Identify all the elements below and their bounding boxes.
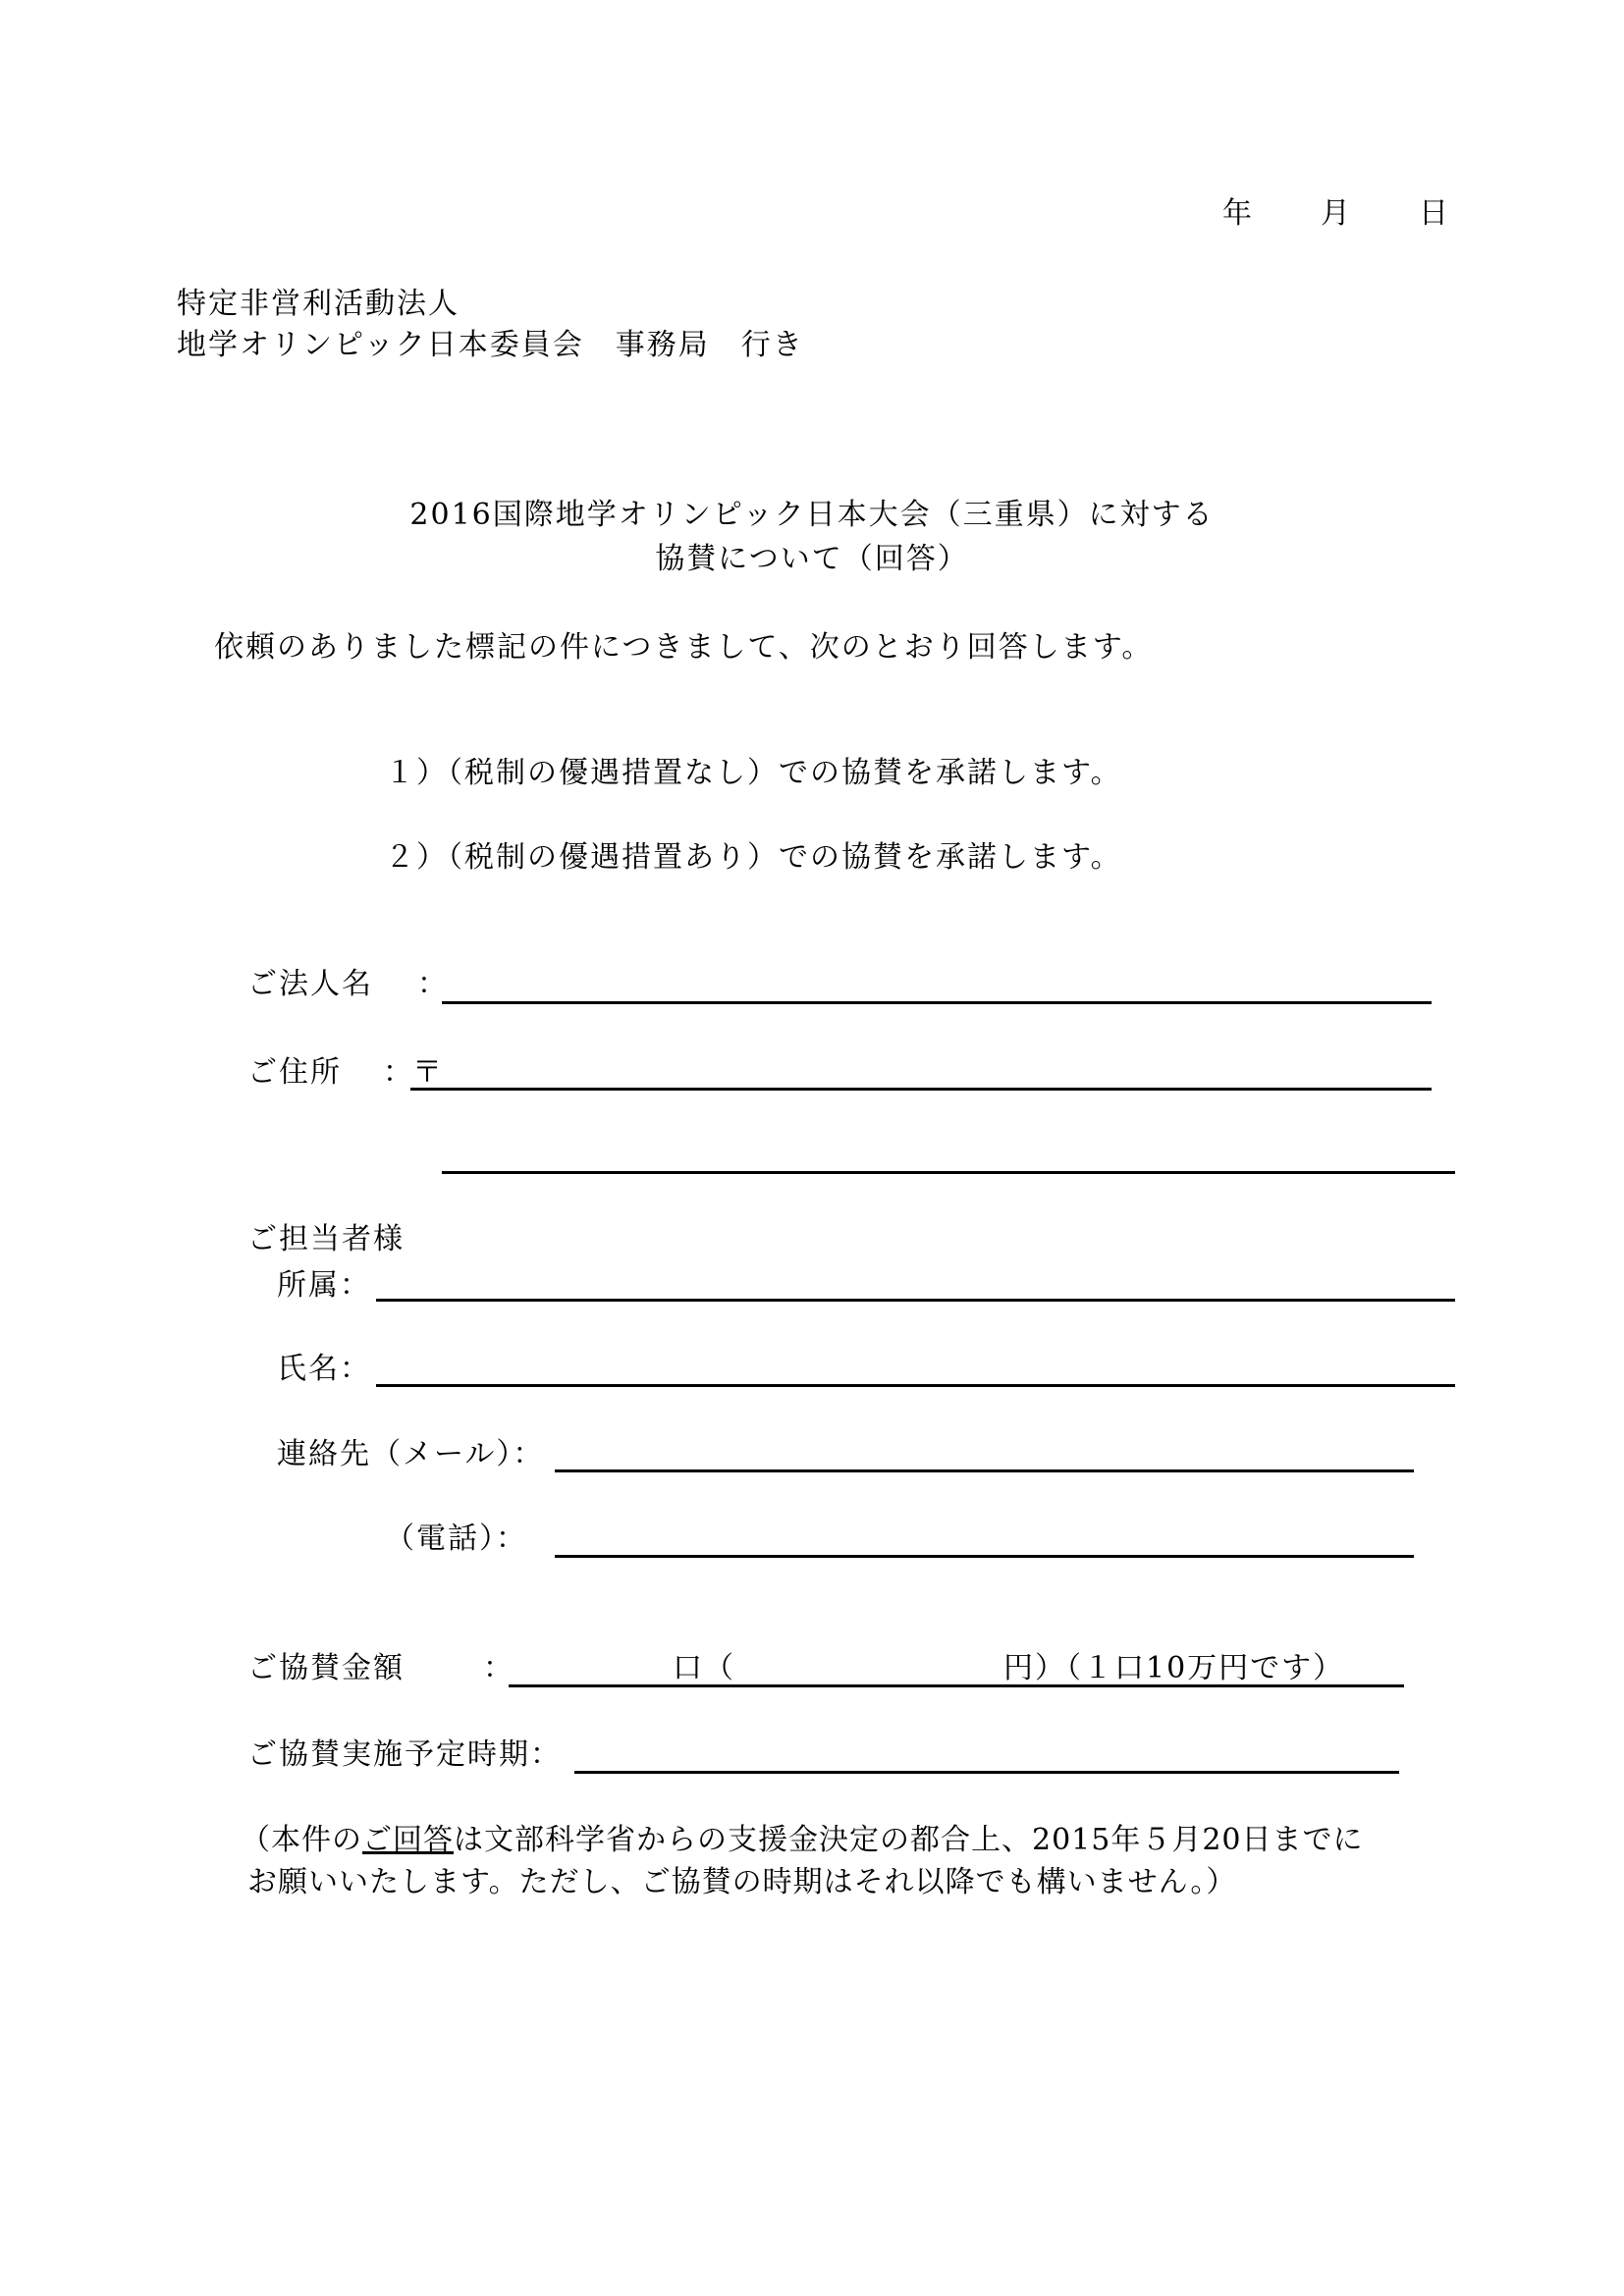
date-month: 月 xyxy=(1321,196,1352,231)
intro-text: 依頼のありました標記の件につきまして、次のとおり回答します。 xyxy=(214,630,1154,665)
option-1: １）（税制の優遇措置なし）での協賛を承諾します。 xyxy=(385,756,1122,790)
note-line2: お願いいたします。ただし、ご協賛の時期はそれ以降でも構いません。） xyxy=(247,1865,1237,1899)
note-post: は文部科学省からの支援金決定の都合上、2015年５月20日までに xyxy=(454,1823,1364,1857)
document-title-line1: 2016国際地学オリンピック日本大会（三重県）に対する xyxy=(409,498,1215,532)
amount-yen-note: 円）（１口10万円です） xyxy=(1003,1651,1345,1685)
note-underlined: ご回答 xyxy=(362,1823,454,1857)
date-day: 日 xyxy=(1419,196,1450,231)
corp-name-label: ご法人名 xyxy=(247,967,373,1001)
amount-unit: 口（ xyxy=(673,1651,735,1685)
document-title-line2: 協賛について（回答） xyxy=(655,542,969,576)
amount-field[interactable] xyxy=(509,1684,1404,1687)
contact-heading: ご担当者様 xyxy=(247,1222,405,1256)
note-line1 xyxy=(241,1821,1364,1860)
option-2: ２）（税制の優遇措置あり）での協賛を承諾します。 xyxy=(385,840,1122,875)
name-field[interactable] xyxy=(376,1384,1455,1387)
corp-name-field[interactable] xyxy=(442,1001,1432,1004)
email-label: 連絡先（メール）： xyxy=(277,1437,545,1471)
address-field-1[interactable] xyxy=(410,1088,1432,1091)
affiliation-field[interactable] xyxy=(376,1299,1455,1302)
address-colon: ： xyxy=(383,1055,414,1090)
schedule-label: ご協賛実施予定時期： xyxy=(247,1737,562,1772)
name-label: 氏名： xyxy=(277,1352,371,1386)
postal-mark: 〒 xyxy=(412,1055,444,1090)
date-year: 年 xyxy=(1222,196,1254,231)
corp-name-colon: ： xyxy=(417,967,449,1001)
note-pre: （本件の xyxy=(241,1823,362,1857)
email-field[interactable] xyxy=(555,1469,1414,1472)
affiliation-label: 所属： xyxy=(277,1268,371,1303)
recipient-line1: 特定非営利活動法人 xyxy=(177,287,460,321)
address-field-2[interactable] xyxy=(442,1171,1455,1174)
recipient-line2: 地学オリンピック日本委員会 事務局 行き xyxy=(177,328,804,362)
schedule-field[interactable] xyxy=(574,1771,1399,1774)
amount-label: ご協賛金額 xyxy=(247,1651,405,1685)
address-label: ご住所 xyxy=(247,1055,342,1090)
amount-colon: ： xyxy=(483,1651,514,1685)
phone-field[interactable] xyxy=(555,1555,1414,1558)
phone-label: （電話）： xyxy=(385,1522,527,1556)
